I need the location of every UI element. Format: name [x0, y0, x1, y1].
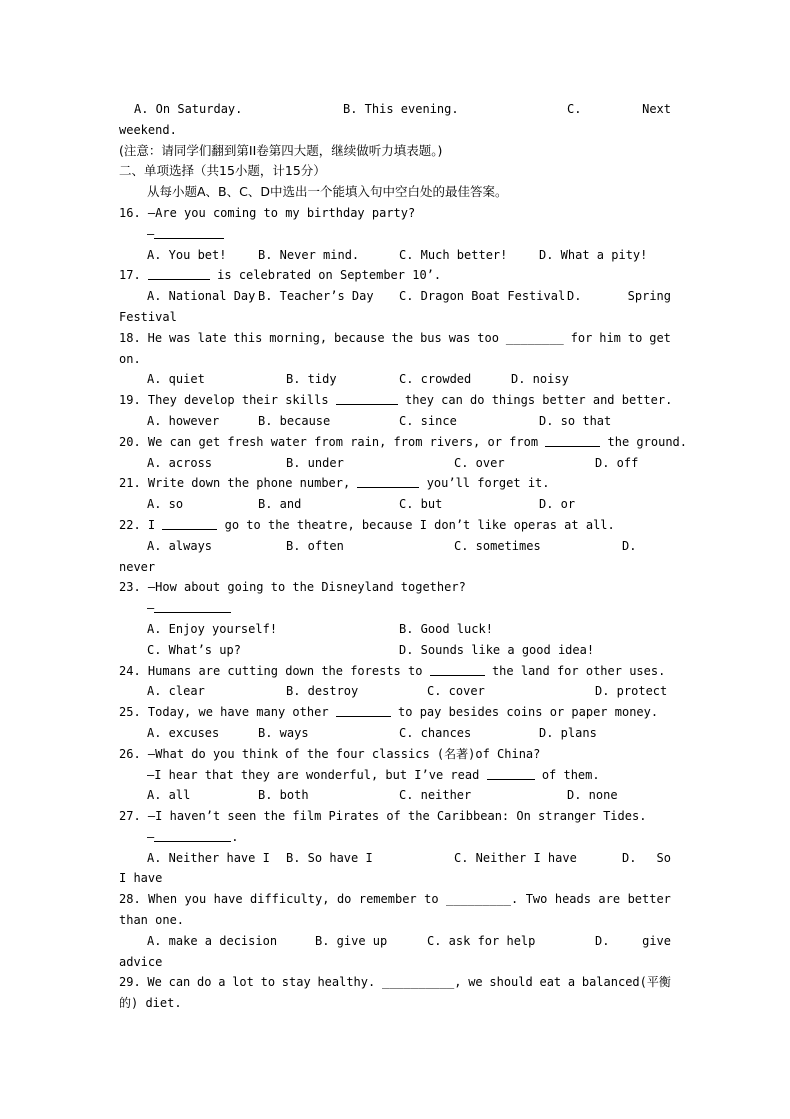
- option-b: B. Teacher’s Day: [258, 289, 374, 304]
- option-a: A. always: [147, 538, 213, 553]
- option-d-text: So: [656, 850, 671, 865]
- option-b: B. because: [258, 413, 331, 428]
- option-b: B. This evening.: [343, 102, 459, 116]
- text-fragment: was: [168, 330, 191, 345]
- question-24: [119, 661, 671, 682]
- option-c: C. cover: [427, 684, 485, 699]
- option-a: A. quiet: [147, 372, 205, 387]
- section-title: 二、单项选择（共15小题，计15分）: [119, 163, 326, 179]
- answer-line: [119, 224, 671, 245]
- answer-line: [119, 765, 671, 786]
- text-fragment: you’ll forget it.: [426, 476, 550, 491]
- answer-blank: [148, 267, 210, 280]
- option-b: B. destroy: [286, 684, 359, 699]
- text-fragment: to: [424, 892, 439, 907]
- option-a: A. so: [147, 497, 184, 512]
- option-c: C. since: [399, 413, 457, 428]
- question-21: [119, 473, 671, 494]
- question-stem: —Are you coming to my birthday party?: [147, 205, 416, 220]
- options-row: [119, 286, 671, 307]
- option-a: A. clear: [147, 684, 205, 699]
- question-20: [119, 432, 688, 453]
- option-a: A. Enjoy yourself!: [147, 621, 278, 636]
- option-c: C. What’s up?: [147, 642, 241, 657]
- text-fragment: the: [391, 330, 414, 345]
- option-continuation: advice: [119, 954, 163, 969]
- text-fragment: they can do things better and better.: [405, 393, 673, 408]
- options-row: [119, 848, 671, 869]
- options-row: [119, 681, 671, 702]
- text-fragment: I: [147, 517, 156, 532]
- option-c: C. Neither I have: [454, 850, 577, 865]
- options-row: [119, 785, 671, 806]
- option-d: D. so that: [539, 413, 612, 428]
- question-17: [119, 265, 671, 286]
- question-29: [119, 972, 671, 993]
- option-b: B. tidy: [286, 372, 337, 387]
- question-25: [119, 702, 671, 723]
- text-fragment: 18.: [119, 330, 141, 345]
- option-d: D. Sounds like a good idea!: [399, 642, 595, 657]
- text-fragment: —What do you think of the four classics (名著)of China?: [147, 746, 541, 761]
- answer-blank: [336, 392, 398, 405]
- text-fragment: .: [231, 829, 239, 844]
- question-27: [119, 806, 671, 827]
- text-fragment: a: [218, 975, 226, 990]
- option-d-text: give: [642, 933, 671, 948]
- text-fragment: a: [567, 975, 576, 990]
- options-row: [119, 411, 671, 432]
- text-fragment: 24.: [119, 663, 141, 678]
- text-fragment: the land for other uses.: [491, 663, 666, 678]
- option-d: D. off: [595, 455, 639, 470]
- option-a: A. Neither have I: [147, 850, 270, 865]
- answer-blank: [430, 663, 485, 676]
- text-fragment: was: [448, 330, 471, 345]
- answer-blank: [487, 767, 535, 780]
- text-fragment: eat: [539, 975, 562, 990]
- option-d: D. plans: [539, 725, 597, 740]
- option-c: C. sometimes: [454, 538, 541, 553]
- option-b: B. under: [286, 455, 344, 470]
- text-fragment: for: [570, 330, 593, 345]
- text-fragment: —: [147, 829, 155, 844]
- text-fragment: because: [333, 330, 385, 345]
- answer-blank: [357, 475, 419, 488]
- answer-line: [119, 598, 671, 619]
- text-fragment: do: [197, 975, 212, 990]
- text-fragment: to: [627, 330, 643, 345]
- option-c: C. over: [454, 455, 505, 470]
- text-fragment: lot: [232, 975, 254, 990]
- option-c: C. Much better!: [399, 247, 508, 262]
- text-fragment: too: [477, 330, 499, 345]
- text-fragment: —: [147, 226, 155, 241]
- question-28: [119, 889, 671, 910]
- option-c: C. chances: [399, 725, 472, 740]
- text-fragment: They develop their skills: [147, 393, 329, 408]
- text-fragment: heads: [554, 892, 591, 907]
- text-fragment: Today, we have many other: [147, 705, 329, 720]
- text-fragment: healthy.: [317, 975, 376, 990]
- answer-blank: [545, 434, 600, 447]
- text-fragment: better: [627, 892, 671, 907]
- answer-blank: [162, 517, 217, 530]
- question-16: [119, 203, 671, 224]
- option-a: A. You bet!: [147, 247, 227, 262]
- answer-blank: [154, 226, 224, 239]
- text-fragment: Humans are cutting down the forests to: [147, 663, 423, 678]
- text-fragment: morning,: [269, 330, 328, 345]
- text-fragment: of them.: [541, 767, 600, 782]
- option-c: C.: [567, 102, 582, 116]
- text-fragment: late: [197, 330, 227, 345]
- option-b: B. Good luck!: [399, 621, 493, 636]
- option-d: D. protect: [595, 684, 668, 699]
- option-d: D. noisy: [511, 372, 569, 387]
- option-b: B. both: [258, 788, 309, 803]
- option-c: C. neither: [399, 788, 472, 803]
- options-row: [119, 536, 671, 557]
- options-row: [119, 453, 671, 474]
- question-number: 17.: [119, 268, 141, 283]
- option-d: D.: [622, 538, 637, 553]
- option-c: C. ask for help: [427, 933, 536, 948]
- options-row: [119, 640, 671, 661]
- options-row: [119, 723, 671, 744]
- option-d: D. What a pity!: [539, 247, 648, 262]
- text-fragment: get: [649, 330, 671, 345]
- option-continuation: Festival: [119, 309, 177, 324]
- text-fragment: bus: [420, 330, 442, 345]
- answer-blank: [154, 829, 231, 842]
- text-fragment: __________,: [381, 975, 462, 990]
- text-fragment: should: [489, 975, 533, 990]
- option-d: D.: [595, 933, 610, 948]
- text-fragment: Two: [525, 892, 548, 907]
- question-continuation: on.: [119, 351, 141, 366]
- answer-blank: [336, 704, 391, 717]
- question-number: 16.: [119, 205, 141, 220]
- option-a: A. all: [147, 788, 191, 803]
- question-continuation: 的) diet.: [119, 996, 182, 1011]
- text-fragment: He: [147, 330, 163, 345]
- option-c: C. crowded: [399, 372, 472, 387]
- option-d: D.: [567, 289, 582, 304]
- option-b: B. give up: [315, 933, 388, 948]
- text-fragment: 27.: [119, 809, 141, 824]
- text-fragment: —How about going to the Disneyland together?: [147, 580, 466, 595]
- option-b: B. ways: [258, 725, 309, 740]
- answer-blank: [154, 600, 231, 613]
- section-instruction: 从每小题A、B、C、D中选出一个能填入句中空白处的最佳答案。: [147, 184, 508, 200]
- text-fragment: we: [468, 975, 483, 990]
- option-continuation: never: [119, 559, 156, 574]
- note: (注意：请同学们翻到第II卷第四大题，继续做听力填表题。): [119, 142, 443, 158]
- text-fragment: 19.: [119, 393, 141, 408]
- text-fragment: 21.: [119, 476, 141, 491]
- option-a: A. however: [147, 413, 220, 428]
- answer-line: [119, 827, 671, 848]
- text-fragment: Write down the phone number,: [147, 476, 351, 491]
- text-fragment: 26.: [119, 746, 141, 761]
- option-c-text: Next: [642, 102, 671, 116]
- option-d-text: Spring: [627, 289, 671, 304]
- option-a: A. make a decision: [147, 933, 278, 948]
- text-fragment: him: [599, 330, 621, 345]
- text-fragment: When: [148, 892, 178, 907]
- text-fragment: 25.: [119, 705, 141, 720]
- text-fragment: difficulty,: [250, 892, 330, 907]
- text-fragment: remember: [358, 892, 417, 907]
- options-row: [119, 619, 671, 640]
- option-b: B. often: [286, 538, 344, 553]
- option-continuation: weekend.: [119, 122, 177, 137]
- option-b: B. and: [258, 497, 302, 512]
- question-26: [119, 744, 671, 765]
- option-b: B. So have I: [286, 850, 373, 865]
- text-fragment: balanced(平衡: [581, 975, 671, 990]
- option-d: D.: [622, 850, 637, 865]
- text-fragment: can: [168, 975, 191, 990]
- text-fragment: —: [147, 601, 155, 616]
- text-fragment: 23.: [119, 580, 141, 595]
- text-fragment: 22.: [119, 517, 141, 532]
- text-fragment: 29.: [119, 975, 141, 990]
- top-options-row: [119, 99, 671, 120]
- question-23: [119, 577, 671, 598]
- text-fragment: to pay besides coins or paper money.: [398, 705, 659, 720]
- option-a: A. across: [147, 455, 213, 470]
- text-fragment: 20.: [119, 434, 141, 449]
- text-fragment: —I haven’t seen the film Pirates of the Caribbean: On stranger Tides.: [147, 809, 647, 824]
- option-a: A. National Day: [147, 289, 256, 304]
- option-d: D. or: [539, 497, 576, 512]
- options-row: [119, 245, 671, 266]
- question-18: [119, 328, 671, 349]
- text-fragment: We can get fresh water from rain, from rivers, or from: [147, 434, 539, 449]
- text-fragment: We: [147, 975, 162, 990]
- question-19: [119, 390, 671, 411]
- option-c: C. but: [399, 497, 443, 512]
- text-fragment: this: [233, 330, 263, 345]
- option-a: A. excuses: [147, 725, 220, 740]
- options-row: [119, 494, 671, 515]
- question-continuation: than one.: [119, 913, 185, 928]
- text-fragment: the ground.: [607, 434, 688, 449]
- option-c: C. Dragon Boat Festival: [399, 289, 566, 304]
- text-fragment: are: [598, 892, 621, 907]
- text-fragment: to: [260, 975, 276, 990]
- text-fragment: stay: [281, 975, 311, 990]
- text-fragment: _________.: [446, 892, 519, 907]
- options-row: [119, 369, 671, 390]
- text-fragment: 28.: [119, 892, 141, 907]
- text-fragment: ________: [505, 330, 564, 345]
- text-fragment: —I hear that they are wonderful, but I’ve read: [147, 767, 480, 782]
- text-fragment: you: [184, 892, 207, 907]
- text-fragment: go to the theatre, because I don’t like operas at all.: [224, 517, 615, 532]
- question-stem: is celebrated on September 10’.: [217, 268, 442, 283]
- option-b: B. Never mind.: [258, 247, 360, 262]
- option-a: A. On Saturday.: [134, 102, 243, 116]
- question-22: [119, 515, 671, 536]
- text-fragment: do: [336, 892, 352, 907]
- exam-page: [119, 99, 688, 1014]
- text-fragment: have: [213, 892, 243, 907]
- options-row: [119, 931, 671, 952]
- option-d: D. none: [567, 788, 618, 803]
- option-continuation: I have: [119, 871, 163, 886]
